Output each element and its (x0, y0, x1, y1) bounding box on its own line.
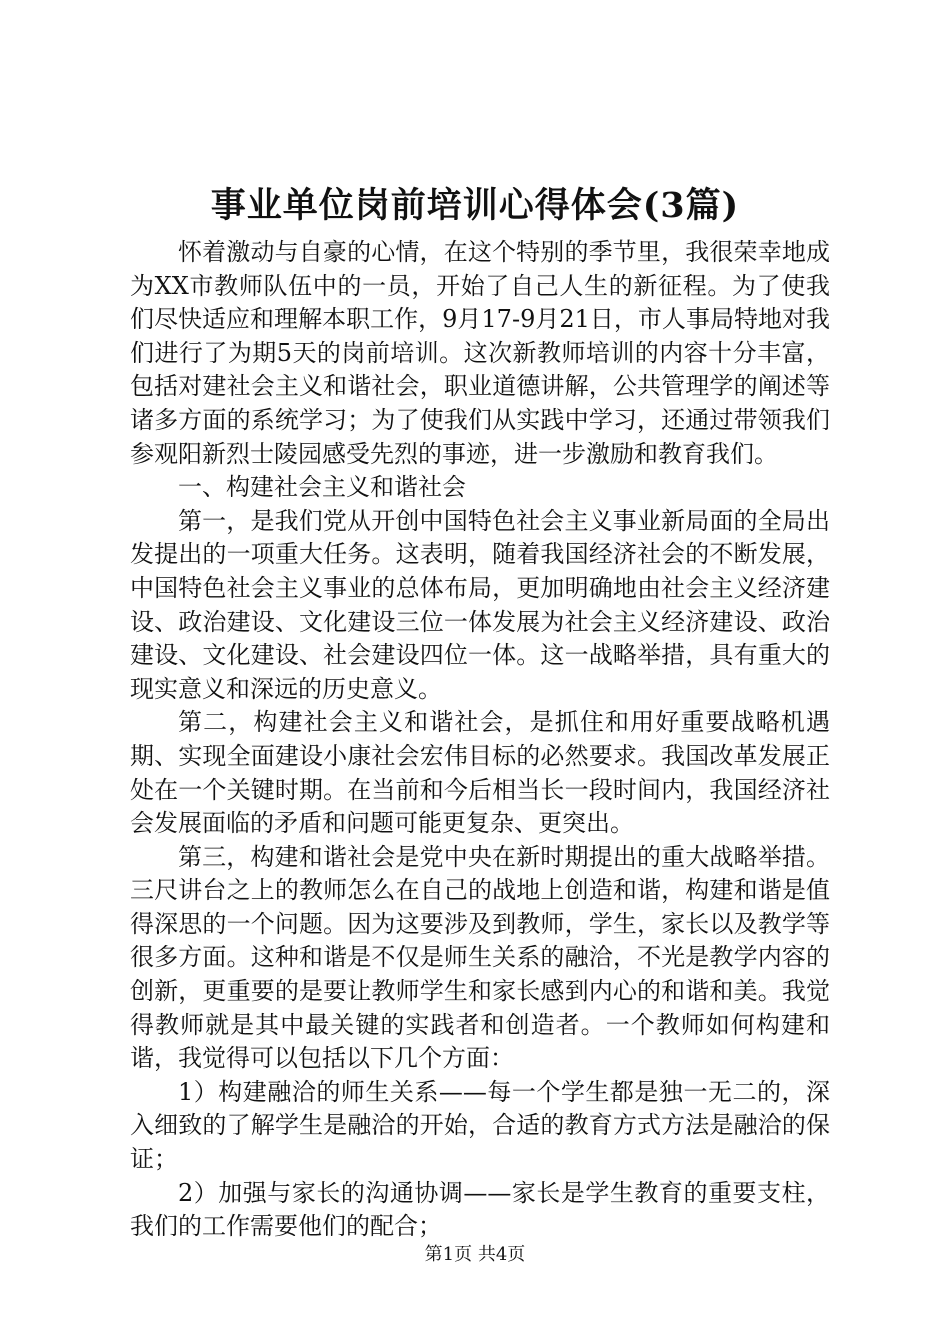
paragraph-second: 第二，构建社会主义和谐社会，是抓住和用好重要战略机遇期、实现全面建设小康社会宏伟目标的必然要求。我国改革发展正处在一个关键时期。在当前和今后相当长一段时间内，我国经济社会发展面临的矛盾和问题可能更复杂、更突出。 (130, 708, 830, 838)
paragraph-third: 第三，构建和谐社会是党中央在新时期提出的重大战略举措。三尺讲台之上的教师怎么在自己的战地上创造和谐，构建和谐是值得深思的一个问题。因为这要涉及到教师，学生，家长以及教学等很多方面。这种和谐是不仅是师生关系的融洽，不光是教学内容的创新，更重要的是要让教师学生和家长感到内心的和谐和美。我觉得教师就是其中最关键的实践者和创造者。一个教师如何构建和谐，我觉得可以包括以下几个方面： (130, 842, 830, 1073)
paragraph-first: 第一，是我们党从开创中国特色社会主义事业新局面的全局出发提出的一项重大任务。这表明，随着我国经济社会的不断发展，中国特色社会主义事业的总体布局，更加明确地由社会主义经济建设、政治建设、文化建设三位一体发展为社会主义经济建设、政治建设、文化建设、社会建设四位一体。这一战略举措，具有重大的现实意义和深远的历史意义。 (130, 506, 830, 703)
page-number: 第1页 共4页 (424, 1244, 526, 1265)
list-item-2: 2）加强与家长的沟通协调——家长是学生教育的重要支柱，我们的工作需要他们的配合； (130, 1178, 830, 1241)
section-heading: 一、构建社会主义和谐社会 (178, 473, 466, 502)
paragraph-intro: 怀着激动与自豪的心情，在这个特别的季节里，我很荣幸地成为XX市教师队伍中的一员，开始了自己人生的新征程。为了使我们尽快适应和理解本职工作，9月17-9月21日，市人事局特地对我们进行了为期5天的岗前培训。这次新教师培训的内容十分丰富，包括对建社会主义和谐社会，职业道德讲解，公共管理学的阐述等诸多方面的系统学习；为了使我们从实践中学习，还通过带领我们参观阳新烈士陵园感受先烈的事迹，进一步激励和教育我们。 (130, 238, 830, 468)
document-body (130, 236, 830, 1244)
list-item-1: 1）构建融洽的师生关系——每一个学生都是独一无二的，深入细致的了解学生是融洽的开始，合适的教育方式方法是融洽的保证； (130, 1077, 830, 1174)
document-title: 事业单位岗前培训心得体会(3篇) (210, 185, 740, 226)
